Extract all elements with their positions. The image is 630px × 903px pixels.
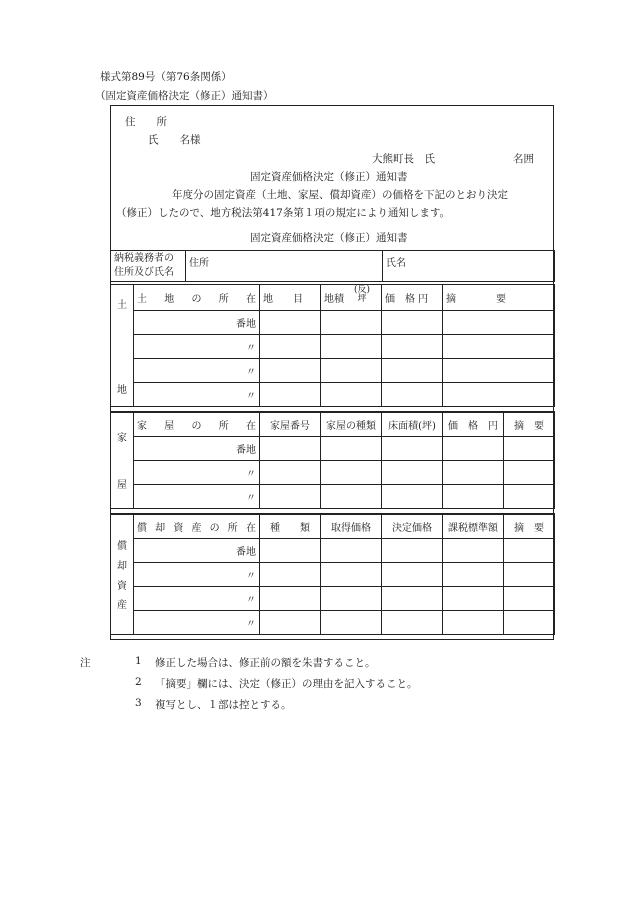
house-col-location: 家 屋 の 所 在 xyxy=(134,412,260,436)
note-number: 1 xyxy=(135,655,142,667)
house-row: 番地 xyxy=(111,436,555,460)
depreciable-row: 〃 xyxy=(111,610,555,634)
land-row: 番地 xyxy=(111,311,555,335)
recipient-name-label: 氏 名様 xyxy=(148,134,201,146)
depreciable-col-taxbase: 課税標準額 xyxy=(443,514,504,538)
depreciable-side-label: 償 却 資 産 xyxy=(111,514,134,634)
land-row: 〃 xyxy=(111,383,555,407)
taxpayer-address-label: 住所 xyxy=(189,258,209,269)
note-text: 修正した場合は、修正前の額を朱書すること。 xyxy=(155,657,376,669)
form-name: （固定資産価格決定（修正）通知書） xyxy=(95,90,274,102)
house-row: 〃 xyxy=(111,484,555,508)
depreciable-col-location: 償 却 資 産 の 所 在 xyxy=(134,514,260,538)
house-table xyxy=(110,411,555,509)
depreciable-col-acquisition: 取得価格 xyxy=(321,514,382,538)
land-table xyxy=(110,284,555,407)
land-col-price: 価 格 円 xyxy=(382,285,443,311)
house-side-label: 家 屋 xyxy=(111,412,134,508)
doc-title-2: 固定資産価格決定（修正）通知書 xyxy=(250,232,408,244)
seal-label: 名囲 xyxy=(513,153,534,165)
depreciable-table xyxy=(110,513,555,635)
taxpayer-table xyxy=(110,250,555,282)
taxpayer-name-cell[interactable] xyxy=(383,251,555,282)
issuer-label: 大熊町長 氏 xyxy=(372,153,435,165)
depreciable-row: 〃 xyxy=(111,586,555,610)
land-col-remarks: 摘 要 xyxy=(443,285,555,311)
depreciable-row: 番地 xyxy=(111,538,555,562)
land-col-area: 地積 (反) 坪 xyxy=(321,285,382,311)
note-number: 3 xyxy=(135,697,142,709)
land-row: 〃 xyxy=(111,335,555,359)
taxpayer-address-cell[interactable] xyxy=(186,251,383,282)
depreciable-row: 〃 xyxy=(111,562,555,586)
house-col-floor-area: 床面積(坪) xyxy=(382,412,443,436)
land-col-location: 土 地 の 所 在 xyxy=(134,285,260,311)
note-text: 「摘要」欄には、決定（修正）の理由を記入すること。 xyxy=(155,678,418,690)
note-number: 2 xyxy=(135,676,142,688)
taxpayer-label: 納税義務者の 住所及び氏名 xyxy=(111,251,186,282)
house-col-type: 家屋の種類 xyxy=(321,412,382,436)
depreciable-col-remarks: 摘 要 xyxy=(504,514,555,538)
land-col-category: 地 目 xyxy=(260,285,321,311)
note-text: 複写とし、１部は控とする。 xyxy=(155,699,292,711)
house-col-price: 価 格 円 xyxy=(443,412,504,436)
notes-prefix: 注 xyxy=(80,657,91,669)
land-row: 〃 xyxy=(111,359,555,383)
taxpayer-name-label: 氏名 xyxy=(386,258,406,269)
house-col-number: 家屋番号 xyxy=(260,412,321,436)
house-row: 〃 xyxy=(111,460,555,484)
body-line-2: （修正）したので、地方税法第417条第１項の規定により通知します。 xyxy=(116,207,450,219)
land-side-label: 土 地 xyxy=(111,285,134,407)
depreciable-col-decided: 決定価格 xyxy=(382,514,443,538)
form-number: 様式第89号（第76条関係） xyxy=(100,71,232,83)
house-col-remarks: 摘 要 xyxy=(504,412,555,436)
body-line-1: 年度分の固定資産（土地、家屋、償却資産）の価格を下記のとおり決定 xyxy=(172,189,508,201)
doc-title: 固定資産価格決定（修正）通知書 xyxy=(250,171,408,183)
recipient-address-label: 住 所 xyxy=(125,116,167,128)
depreciable-col-type: 種 類 xyxy=(260,514,321,538)
